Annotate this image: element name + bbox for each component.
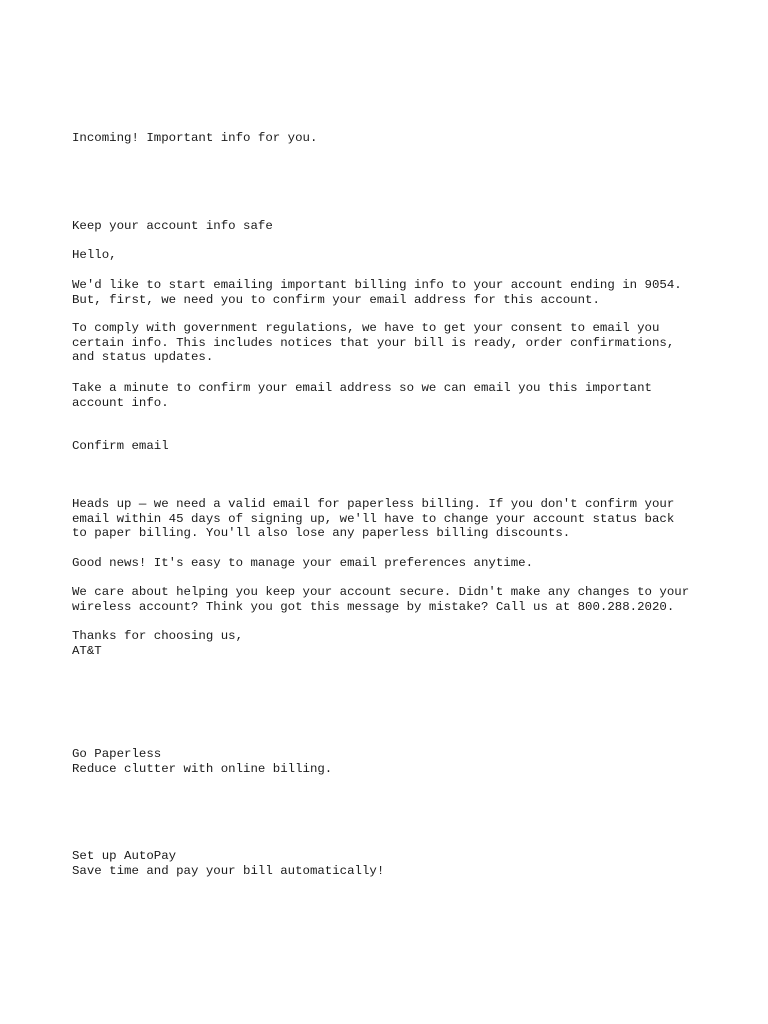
preheader-text: Incoming! Important info for you. bbox=[72, 131, 318, 145]
greeting: Hello, bbox=[72, 248, 117, 262]
promo-subtitle: Reduce clutter with online billing. bbox=[72, 761, 333, 776]
promo-go-paperless[interactable] bbox=[72, 747, 752, 779]
promo-title: Set up AutoPay bbox=[72, 849, 177, 863]
confirm-email-button[interactable]: Confirm email bbox=[72, 439, 169, 453]
email-heading: Keep your account info safe bbox=[72, 219, 273, 233]
promo-autopay[interactable] bbox=[72, 849, 752, 881]
promo-title: Go Paperless bbox=[72, 747, 162, 761]
paragraph-good-news: Good news! It's easy to manage your email preferences anytime. bbox=[72, 556, 534, 570]
promo-subtitle: Save time and pay your bill automatically! bbox=[72, 863, 385, 878]
